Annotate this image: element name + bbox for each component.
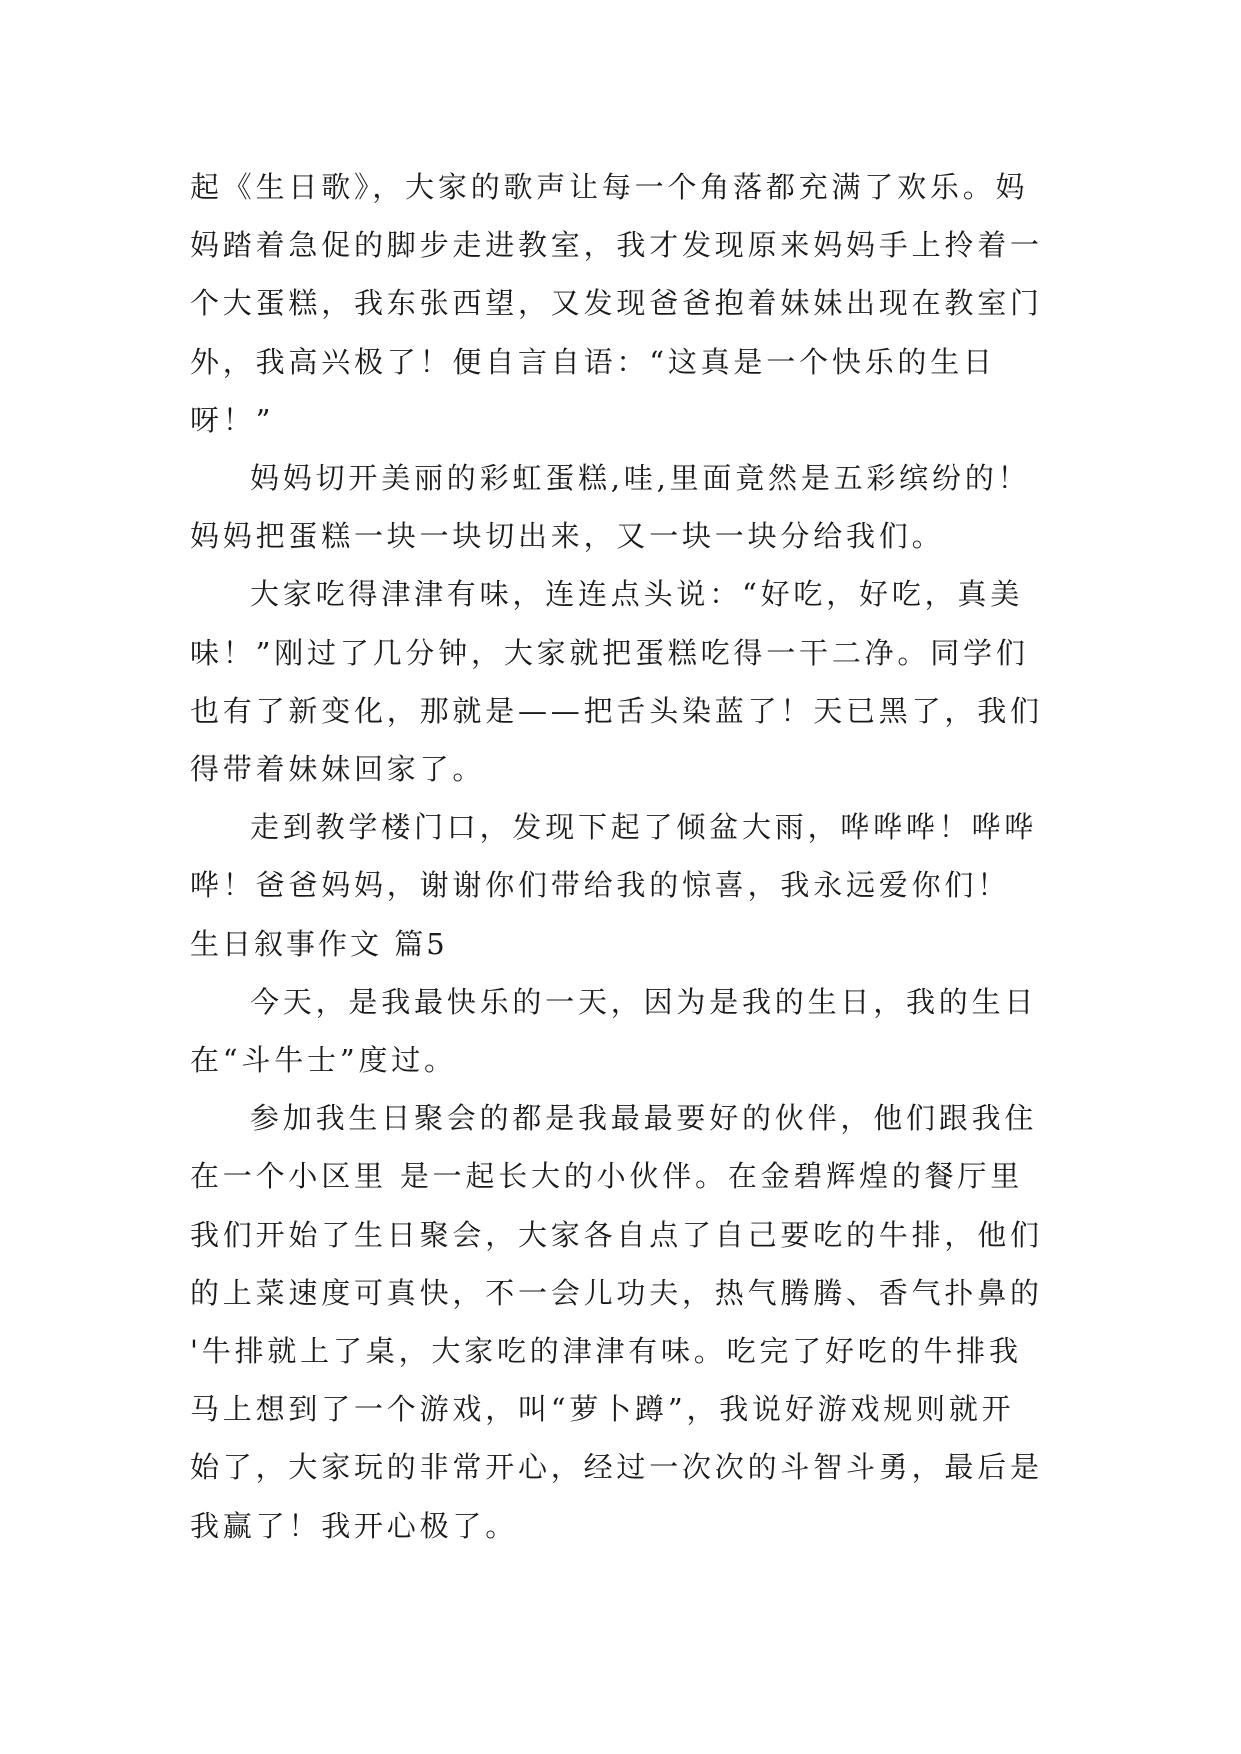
text-line: 哗！爸爸妈妈，谢谢你们带给我的惊喜，我永远爱你们！ <box>190 868 1011 903</box>
text-line: '牛排就上了桌，大家吃的津津有味。吃完了好吃的牛排我 <box>190 1334 1022 1369</box>
paragraph-2 <box>190 449 1054 565</box>
paragraph-4 <box>190 798 1054 914</box>
text-line: 今天，是我最快乐的一天，因为是我的生日，我的生日 <box>250 984 1038 1019</box>
text-line: 始了，大家玩的非常开心，经过一次次的斗智斗勇，最后是 <box>190 1450 1043 1485</box>
text-line: 个大蛋糕，我东张西望，又发现爸爸抱着妹妹出现在教室门 <box>190 286 1043 321</box>
text-line: 妈妈把蛋糕一块一块切出来，又一块一块分给我们。 <box>190 519 945 554</box>
text-line: 得带着妹妹回家了。 <box>190 752 486 787</box>
paragraph-3 <box>190 565 1054 798</box>
paragraph-1 <box>190 158 1054 449</box>
text-line: 参加我生日聚会的都是我最最要好的伙伴，他们跟我住 <box>250 1101 1038 1136</box>
section-heading <box>190 915 1054 973</box>
text-line: 味！”刚过了几分钟，大家就把蛋糕吃得一干二净。同学们 <box>190 635 1029 670</box>
section-heading-text: 生日叙事作文 篇5 <box>190 926 448 961</box>
text-line: 妈妈切开美丽的彩虹蛋糕,哇,里面竟然是五彩缤纷的！ <box>250 461 1031 496</box>
text-line: 在一个小区里 是一起长大的小伙伴。在金碧辉煌的餐厅里 <box>190 1159 1024 1194</box>
text-line: 的上菜速度可真快，不一会儿功夫，热气腾腾、香气扑鼻的 <box>190 1275 1043 1310</box>
paragraph-5 <box>190 973 1054 1089</box>
text-line: 也有了新变化，那就是——把舌头染蓝了！天已黑了，我们 <box>190 693 1043 728</box>
document-body <box>190 158 1054 1555</box>
text-line: 走到教学楼门口，发现下起了倾盆大雨，哗哗哗！哗哗 <box>250 810 1038 845</box>
text-line: 妈踏着急促的脚步走进教室，我才发现原来妈妈手上拎着一 <box>190 228 1043 263</box>
text-line: 外，我高兴极了！便自言自语：“这真是一个快乐的生日 <box>190 344 996 379</box>
text-line: 在“斗牛士”度过。 <box>190 1043 457 1078</box>
text-line: 我们开始了生日聚会，大家各自点了自己要吃的牛排，他们 <box>190 1217 1043 1252</box>
text-line: 马上想到了一个游戏，叫“萝卜蹲”，我说好游戏规则就开 <box>190 1392 1015 1427</box>
text-line: 呀！” <box>190 402 275 437</box>
paragraph-6 <box>190 1089 1054 1555</box>
text-line: 起《生日歌》，大家的歌声让每一个角落都充满了欢乐。妈 <box>190 170 1029 204</box>
text-line: 大家吃得津津有味，连连点头说：“好吃，好吃，真美 <box>250 577 1024 612</box>
text-line: 我赢了！我开心极了。 <box>190 1508 519 1543</box>
